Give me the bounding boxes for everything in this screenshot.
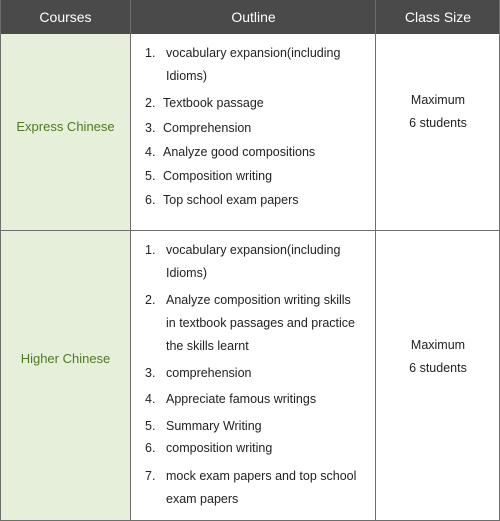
item-text: the skills learnt bbox=[166, 339, 249, 353]
column-divider bbox=[130, 0, 131, 521]
item-number: 4. bbox=[145, 145, 156, 159]
item-text: vocabulary expansion(including bbox=[166, 46, 341, 60]
class-size-line: 6 students bbox=[409, 361, 467, 375]
course-cell bbox=[0, 34, 131, 230]
outline-list bbox=[131, 230, 376, 521]
header-outline: Outline bbox=[231, 9, 276, 25]
item-number: 1. bbox=[145, 243, 156, 257]
class-size-line: Maximum bbox=[410, 93, 466, 107]
item-number: 5. bbox=[145, 419, 156, 433]
item-text: Summary Writing bbox=[166, 419, 262, 433]
item-text: comprehension bbox=[166, 366, 252, 380]
class-size-line: 6 students bbox=[409, 116, 467, 130]
class-size-text bbox=[376, 89, 500, 135]
class-size-line: Maximum bbox=[410, 338, 466, 352]
outline-cell bbox=[131, 230, 376, 521]
item-number: 3. bbox=[145, 366, 156, 380]
item-text: Textbook passage bbox=[163, 96, 264, 110]
course-cell bbox=[0, 230, 131, 521]
item-text: Analyze composition writing skills bbox=[166, 293, 351, 307]
course-name: Higher Chinese bbox=[20, 351, 111, 366]
item-number: 1. bbox=[145, 46, 156, 60]
item-number: 6. bbox=[145, 441, 156, 455]
item-number: 5. bbox=[145, 169, 156, 183]
class-size-cell bbox=[376, 34, 500, 230]
header-courses: Courses bbox=[39, 9, 92, 25]
item-number: 2. bbox=[145, 293, 156, 307]
item-text: Composition writing bbox=[163, 169, 273, 183]
table-header bbox=[0, 0, 500, 34]
item-number: 2. bbox=[145, 96, 156, 110]
table-row bbox=[0, 34, 500, 230]
item-text: in textbook passages and practice bbox=[166, 316, 356, 330]
item-number: 4. bbox=[145, 392, 156, 406]
item-text: Comprehension bbox=[163, 121, 252, 135]
item-text: Idioms) bbox=[166, 69, 207, 83]
item-number: 3. bbox=[145, 121, 156, 135]
column-divider bbox=[375, 0, 376, 521]
item-text: Analyze good compositions bbox=[163, 145, 316, 159]
item-text: Appreciate famous writings bbox=[166, 392, 317, 406]
item-text: composition writing bbox=[166, 441, 273, 455]
outline-cell bbox=[131, 34, 376, 230]
table-row bbox=[0, 230, 500, 521]
header-class-size: Class Size bbox=[404, 9, 472, 25]
class-size-text bbox=[376, 334, 500, 380]
item-text: mock exam papers and top school bbox=[166, 469, 357, 483]
item-text: Top school exam papers bbox=[163, 193, 299, 207]
class-size-cell bbox=[376, 230, 500, 521]
outline-list bbox=[131, 34, 376, 230]
table-border-left bbox=[0, 0, 1, 521]
item-number: 6. bbox=[145, 193, 156, 207]
item-text: exam papers bbox=[166, 492, 239, 506]
item-text: Idioms) bbox=[166, 266, 207, 280]
course-name: Express Chinese bbox=[16, 119, 115, 134]
row-divider bbox=[0, 230, 500, 231]
item-text: vocabulary expansion(including bbox=[166, 243, 341, 257]
item-number: 7. bbox=[145, 469, 156, 483]
